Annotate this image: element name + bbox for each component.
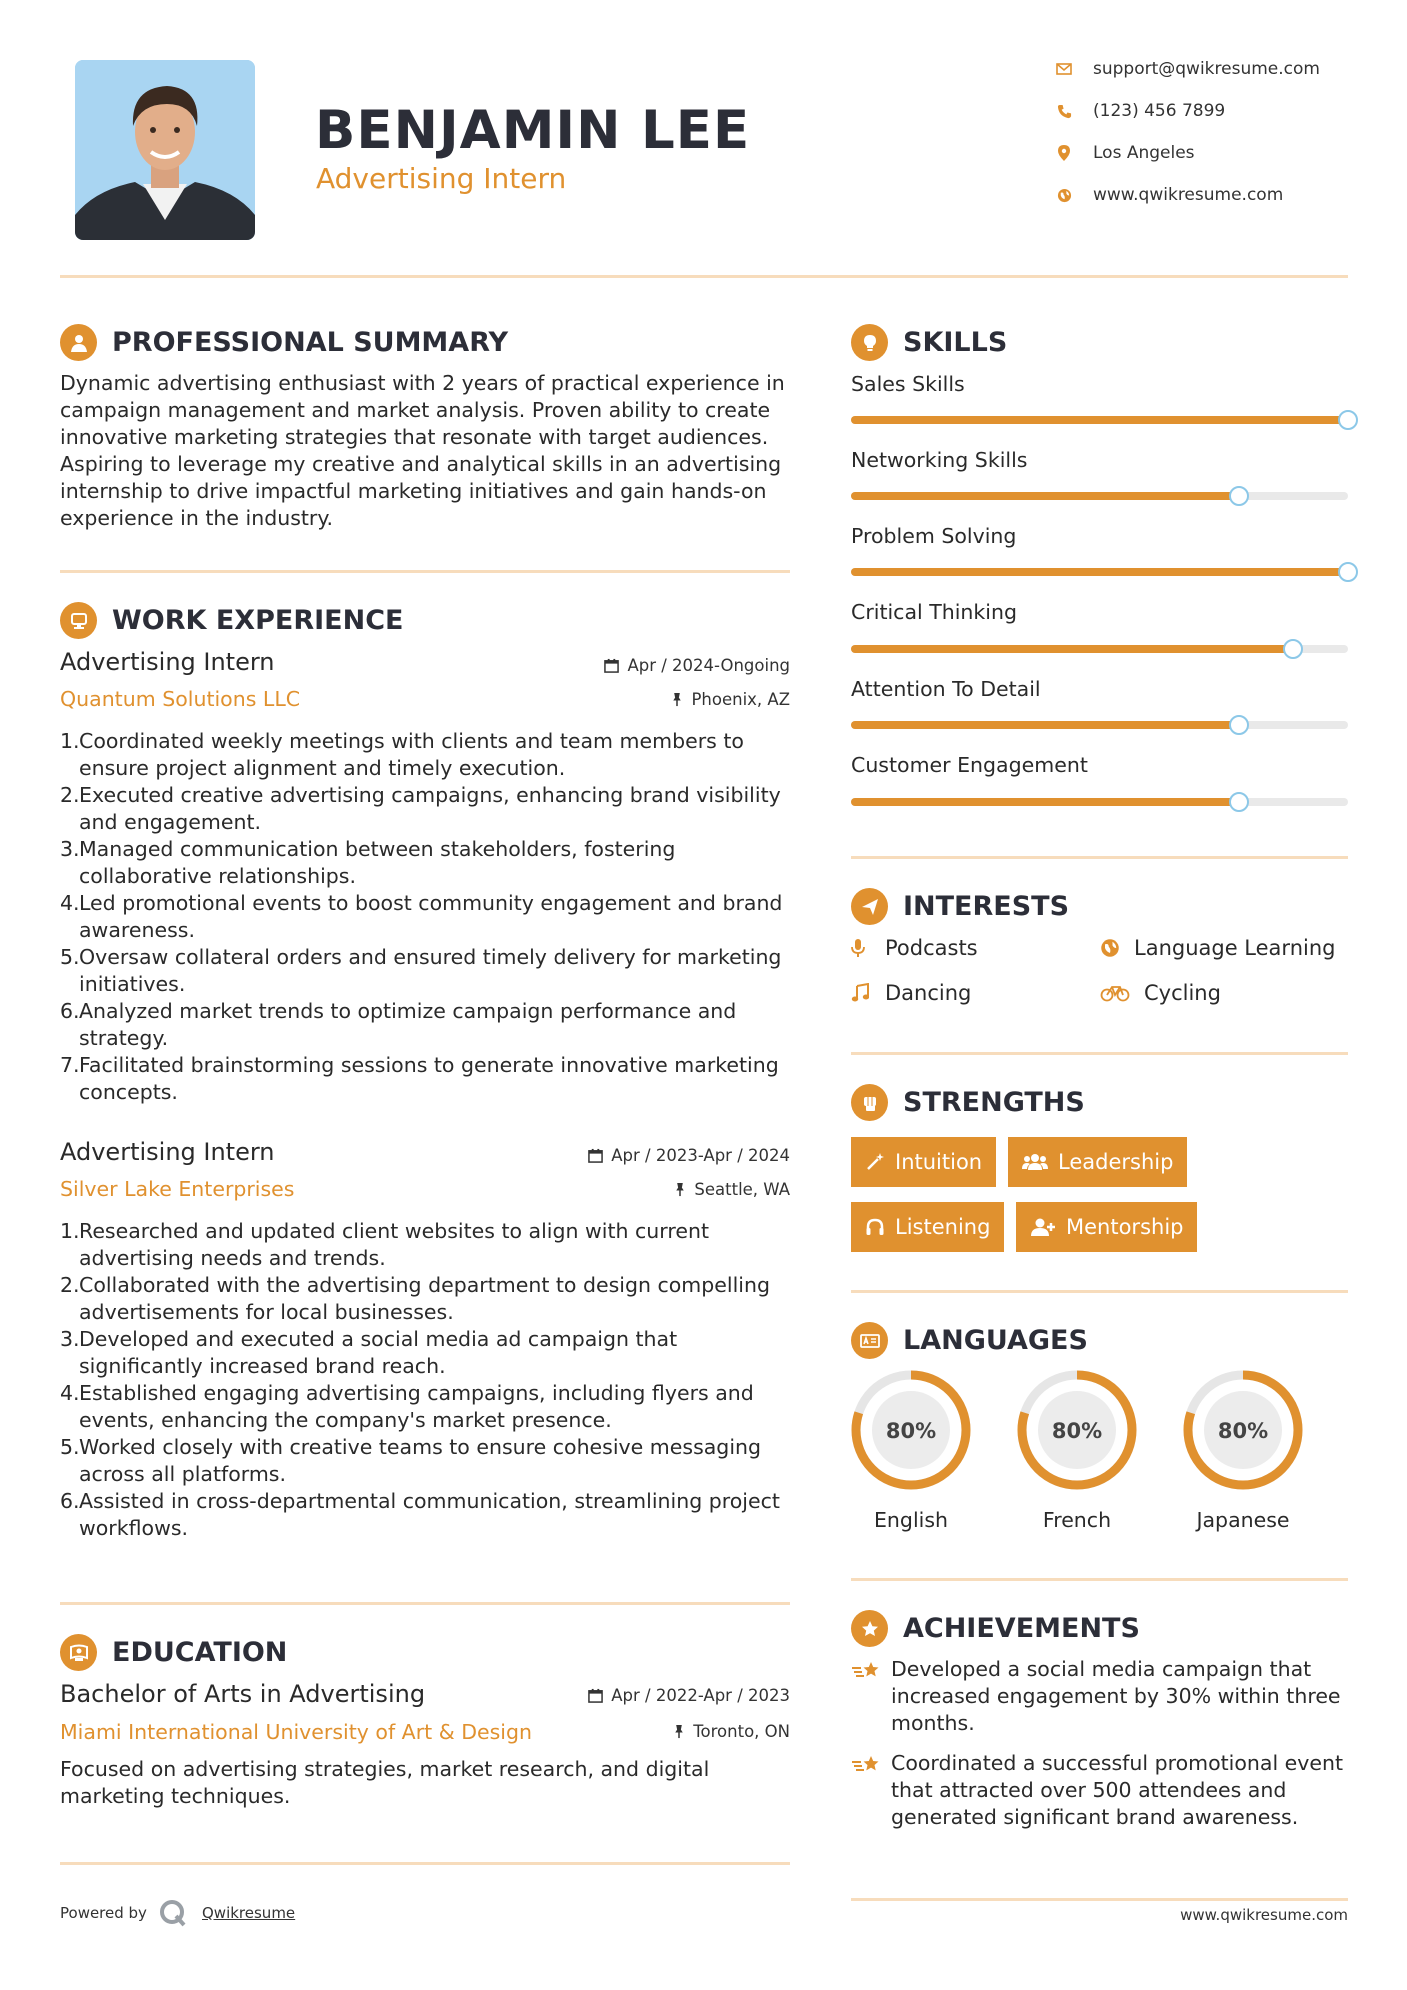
divider (851, 856, 1348, 859)
header-divider (60, 275, 1348, 278)
globe-icon (1055, 186, 1073, 204)
users-icon (1022, 1152, 1048, 1172)
experience-heading: WORK EXPERIENCE (60, 602, 403, 639)
job-location: Seattle, WA (490, 1180, 790, 1199)
skill-bar-fill (851, 416, 1348, 424)
list-item: 2. Executed creative advertising campaigns, enhancing brand visibility and engagement. (60, 783, 781, 834)
profile-photo (75, 60, 255, 240)
skill-bar-fill (851, 645, 1293, 653)
divider (60, 1602, 790, 1605)
music-note-icon (851, 983, 873, 1003)
skill-label: Customer Engagement (851, 753, 1088, 777)
calendar-icon (604, 658, 619, 673)
pin-icon (673, 1724, 685, 1739)
education-text: Focused on advertising strategies, market research, and digital marketing techniques. (60, 1757, 710, 1808)
divider (60, 570, 790, 573)
shooting-star-icon (851, 1656, 891, 1737)
skill-bar-fill (851, 798, 1239, 806)
language-label: Japanese (1196, 1508, 1290, 1532)
powered-by-label: Powered by (60, 1904, 147, 1922)
interest-item: Podcasts (851, 936, 978, 960)
fist-icon (851, 1084, 888, 1121)
language-label: English (873, 1508, 949, 1532)
language-item (1015, 1368, 1139, 1532)
language-item (1181, 1368, 1305, 1532)
skill-label: Problem Solving (851, 524, 1017, 548)
svg-text:80%: 80% (885, 1419, 937, 1443)
magic-wand-icon (865, 1152, 885, 1172)
skill-bar (851, 721, 1348, 729)
achievement-item: Developed a social media campaign that increased engagement by 30% within three months. (851, 1656, 1348, 1737)
skill-bar (851, 416, 1348, 424)
language-ring (1181, 1368, 1305, 1492)
contact-phone[interactable]: (123) 456 7899 (1055, 98, 1355, 124)
phone-icon (1055, 102, 1073, 120)
list-item: 3. Managed communication between stakeholders, fostering collaborative relationships. (60, 837, 676, 888)
contact-website[interactable]: www.qwikresume.com (1055, 182, 1355, 208)
divider (851, 1290, 1348, 1293)
skill-bar-knob (1229, 486, 1249, 506)
candidate-name: BENJAMIN LEE (315, 100, 751, 161)
footer-website-link[interactable]: www.qwikresume.com (1180, 1906, 1348, 1924)
school-name: Miami International University of Art & Design (60, 1720, 532, 1744)
svg-text:80%: 80% (1051, 1419, 1103, 1443)
candidate-role: Advertising Intern (316, 162, 567, 195)
skill-label: Networking Skills (851, 448, 1028, 472)
strength-tag-leadership: Leadership (1008, 1137, 1187, 1187)
skill-label: Critical Thinking (851, 600, 1017, 624)
job-bullets (60, 1218, 795, 1542)
calendar-icon (588, 1688, 603, 1703)
qwikresume-link[interactable]: Qwikresume (202, 1904, 296, 1922)
briefcase-icon (60, 602, 97, 639)
bicycle-icon (1100, 984, 1132, 1002)
skill-bar (851, 568, 1348, 576)
user-icon (60, 324, 97, 361)
paper-plane-icon (851, 888, 888, 925)
calendar-icon (588, 1148, 603, 1163)
list-item: 1. Researched and updated client websites to align with current advertising needs and trends. (60, 1219, 709, 1270)
strength-tag-listening: Listening (851, 1202, 1004, 1252)
contact-email[interactable]: support@qwikresume.com (1055, 56, 1355, 82)
interest-item: Cycling (1100, 981, 1221, 1005)
job-date: Apr / 2024-Ongoing (490, 656, 790, 675)
svg-text:80%: 80% (1217, 1419, 1269, 1443)
summary-heading: PROFESSIONAL SUMMARY (60, 324, 508, 361)
list-item: 1. Coordinated weekly meetings with clients and team members to ensure project alignment and timely execution. (60, 729, 744, 780)
company-name: Silver Lake Enterprises (60, 1177, 295, 1201)
pin-icon (671, 692, 683, 707)
envelope-icon (1055, 60, 1073, 78)
summary-text: Dynamic advertising enthusiast with 2 years of practical experience in campaign management and market analysis. Proven ability to create innovative marketing strategies that resonate with target audiences. Aspiring to leverage my creative and analytical skills in an advertising internship to drive impactful marketing initiatives and gain hands-on experience in the industry. (60, 371, 785, 530)
skill-bar-fill (851, 721, 1239, 729)
list-item: 2. Collaborated with the advertising department to design compelling advertisements for local businesses. (60, 1273, 770, 1324)
user-plus-icon (1030, 1217, 1056, 1237)
skill-bar-fill (851, 492, 1239, 500)
strength-tag-mentorship: Mentorship (1016, 1202, 1197, 1252)
language-ring (1015, 1368, 1139, 1492)
skill-bar (851, 492, 1348, 500)
map-pin-icon (1055, 144, 1073, 162)
skill-label: Attention To Detail (851, 677, 1041, 701)
skill-bar-knob (1338, 562, 1358, 582)
divider (851, 1578, 1348, 1581)
interest-item: Dancing (851, 981, 971, 1005)
list-item: 4. Led promotional events to boost community engagement and brand awareness. (60, 891, 783, 942)
job-title: Advertising Intern (60, 1138, 275, 1166)
job-title: Advertising Intern (60, 648, 275, 676)
list-item: 4. Established engaging advertising campaigns, including flyers and events, enhancing the company's market presence. (60, 1381, 754, 1432)
skill-bar-knob (1338, 410, 1358, 430)
skill-bar-fill (851, 568, 1348, 576)
strengths-heading: STRENGTHS (851, 1084, 1085, 1121)
skill-bar-knob (1229, 792, 1249, 812)
achievements-heading: ACHIEVEMENTS (851, 1610, 1140, 1647)
job-location: Phoenix, AZ (490, 690, 790, 709)
list-item: 6. Analyzed market trends to optimize campaign performance and strategy. (60, 999, 737, 1050)
education-heading: EDUCATION (60, 1634, 287, 1671)
strength-tag-intuition: Intuition (851, 1137, 996, 1187)
education-date: Apr / 2022-Apr / 2023 (490, 1686, 790, 1705)
list-item: 5. Worked closely with creative teams to ensure cohesive messaging across all platforms. (60, 1435, 762, 1486)
divider (851, 1898, 1348, 1901)
achievement-item: Coordinated a successful promotional event that attracted over 500 attendees and generated significant brand awareness. (851, 1750, 1348, 1831)
skill-bar-knob (1229, 715, 1249, 735)
skills-heading: SKILLS (851, 324, 1007, 361)
shooting-star-icon (851, 1750, 891, 1831)
microphone-icon (851, 938, 873, 958)
divider (60, 1862, 790, 1865)
qwikresume-logo-icon (158, 1898, 188, 1928)
star-badge-icon (851, 1610, 888, 1647)
company-name: Quantum Solutions LLC (60, 687, 301, 711)
skill-bar-knob (1283, 639, 1303, 659)
language-icon (851, 1322, 888, 1359)
contact-location: Los Angeles (1055, 140, 1355, 166)
language-ring (849, 1368, 973, 1492)
list-item: 3. Developed and executed a social media ad campaign that significantly increased brand reach. (60, 1327, 678, 1378)
skill-label: Sales Skills (851, 372, 965, 396)
headphones-icon (865, 1217, 885, 1237)
list-item: 7. Facilitated brainstorming sessions to generate innovative marketing concepts. (60, 1053, 779, 1104)
job-date: Apr / 2023-Apr / 2024 (490, 1146, 790, 1165)
skill-bar (851, 645, 1348, 653)
list-item: 6. Assisted in cross-departmental communication, streamlining project workflows. (60, 1489, 780, 1540)
skill-bar (851, 798, 1348, 806)
interest-item: Language Learning (1100, 936, 1335, 960)
graduate-icon (60, 1634, 97, 1671)
globe-icon (1100, 938, 1122, 958)
divider (851, 1052, 1348, 1055)
degree-title: Bachelor of Arts in Advertising (60, 1680, 426, 1708)
languages-heading: LANGUAGES (851, 1322, 1088, 1359)
language-item (849, 1368, 973, 1532)
lightbulb-icon (851, 324, 888, 361)
job-bullets (60, 728, 795, 1106)
list-item: 5. Oversaw collateral orders and ensured timely delivery for marketing initiatives. (60, 945, 782, 996)
pin-icon (674, 1182, 686, 1197)
interests-heading: INTERESTS (851, 888, 1069, 925)
language-label: French (1042, 1508, 1112, 1532)
education-location: Toronto, ON (490, 1722, 790, 1741)
